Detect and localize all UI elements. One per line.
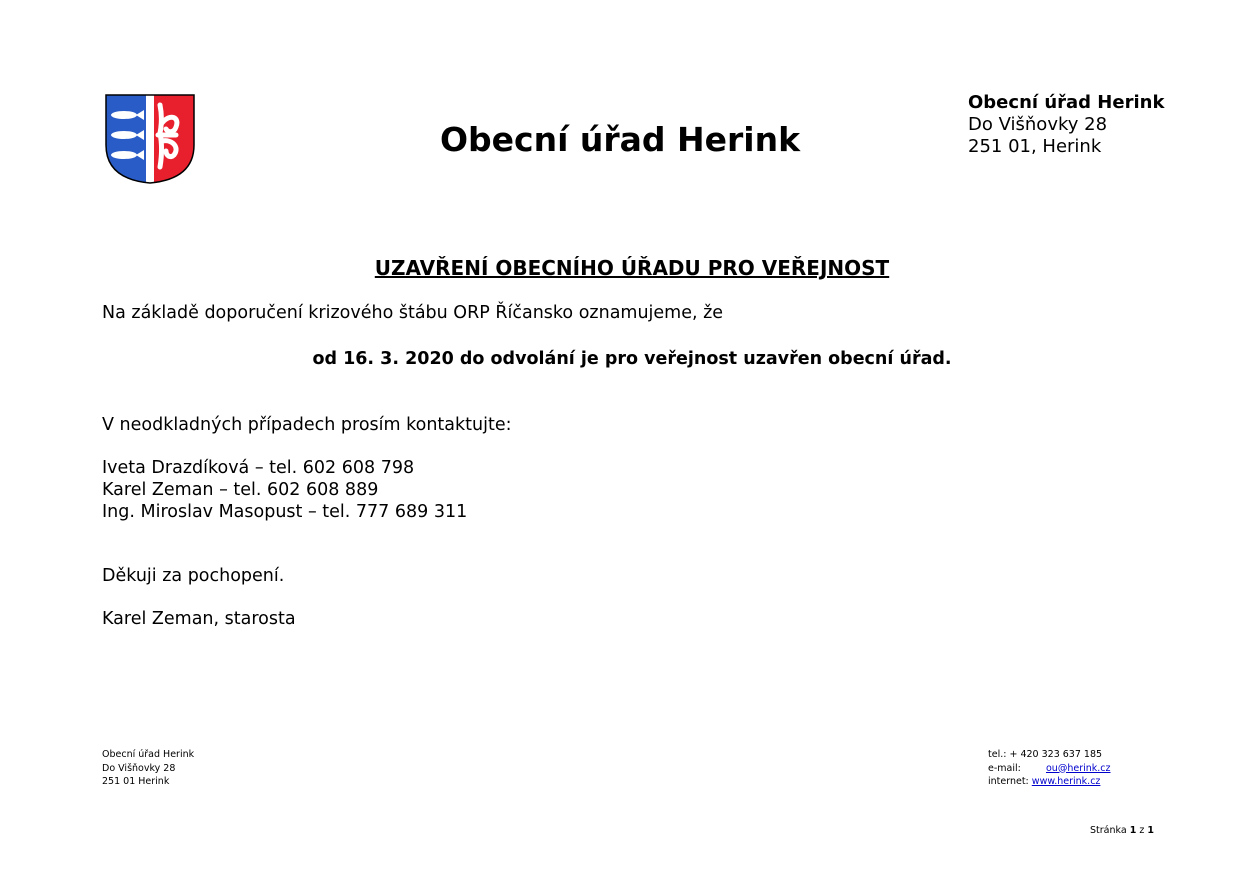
announcement-text: od 16. 3. 2020 do odvolání je pro veřejnost uzavřen obecní úřad. — [312, 349, 952, 369]
address-city: 251 01, Herink — [968, 136, 1102, 157]
signature: Karel Zeman, starosta — [102, 609, 296, 629]
page-total: 1 — [1147, 825, 1155, 836]
contact-item: Ing. Miroslav Masopust – tel. 777 689 311 — [102, 502, 468, 522]
footer-address-line: Obecní úřad Herink — [102, 749, 195, 760]
footer-web-link[interactable]: www.herink.cz — [1031, 776, 1101, 787]
footer-tel-label: tel.: — [988, 749, 1007, 760]
footer-email-link[interactable]: ou@herink.cz — [1046, 762, 1111, 774]
thanks-text: Děkuji za pochopení. — [102, 566, 285, 586]
footer-tel-value: + 420 323 637 185 — [1009, 749, 1103, 760]
footer-email-label: e-mail: — [988, 762, 1021, 774]
contact-item: Karel Zeman – tel. 602 608 889 — [102, 480, 379, 500]
footer-web — [988, 775, 1111, 789]
coat-of-arms-icon — [104, 93, 196, 185]
address-street: Do Višňovky 28 — [968, 114, 1108, 135]
contact-item: Iveta Drazdíková – tel. 602 608 798 — [102, 458, 415, 478]
contact-intro-text: V neodkladných případech prosím kontaktujte: — [102, 415, 512, 435]
header-address — [968, 92, 1164, 158]
page-current: 1 — [1129, 825, 1137, 836]
footer-tel — [988, 748, 1111, 762]
notice-heading: UZAVŘENÍ OBECNÍHO ÚŘADU PRO VEŘEJNOST — [374, 256, 890, 280]
page-title: Obecní úřad Herink — [439, 120, 801, 159]
contact-list — [102, 457, 467, 523]
address-name: Obecní úřad Herink — [968, 92, 1165, 113]
footer-contacts — [988, 748, 1111, 789]
page-label: Stránka — [1090, 825, 1127, 836]
intro-text: Na základě doporučení krizového štábu ORP Říčansko oznamujeme, že — [102, 303, 724, 323]
footer-address-line: 251 01 Herink — [102, 776, 170, 787]
footer-email — [988, 762, 1111, 776]
footer-address-line: Do Višňovky 28 — [102, 762, 176, 774]
page-number — [1090, 825, 1154, 836]
page-sep: z — [1139, 825, 1145, 836]
footer-address — [102, 748, 194, 789]
footer-web-label: internet: — [988, 776, 1029, 787]
